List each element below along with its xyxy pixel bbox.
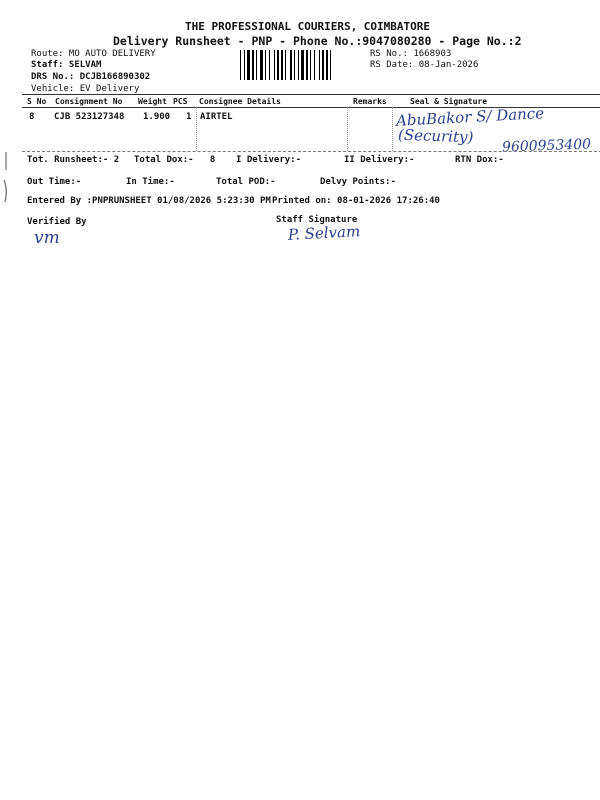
verified-by-label: Verified By <box>27 217 87 227</box>
col-header-sno: S No <box>27 97 47 106</box>
barcode-bar <box>290 50 292 80</box>
summary-rtn-dox: RTN Dox:- <box>455 155 504 165</box>
handwritten-receiver-role: (Security) <box>397 125 474 147</box>
col-divider <box>196 107 197 151</box>
summary-i-delivery: I Delivery:- <box>236 155 302 165</box>
barcode-bar <box>240 50 241 80</box>
handwritten-verified-initials: vm <box>34 228 60 248</box>
route-label: Route: MO AUTO DELIVERY <box>31 49 156 59</box>
row-weight: 1.900 <box>143 112 171 122</box>
barcode-bar <box>265 50 266 80</box>
row-pcs: 1 <box>186 112 192 122</box>
runsheet-subtitle: Delivery Runsheet - PNP - Phone No.:9047080280 - Page No.:2 <box>113 34 522 48</box>
summary-ii-delivery: II Delivery:- <box>344 155 415 165</box>
barcode-bar <box>244 50 245 80</box>
vehicle-label: Vehicle: EV Delivery <box>31 84 140 94</box>
summary-out-time: Out Time:- <box>27 177 82 187</box>
handwritten-receiver-name: AbuBakor S/ Dance <box>395 104 545 130</box>
summary-in-time: In Time:- <box>126 177 175 187</box>
barcode-bar <box>247 50 250 80</box>
col-header-seal: Seal & Signature <box>410 97 488 106</box>
row-sno: 8 <box>29 112 35 122</box>
col-header-weight: Weight <box>138 97 167 106</box>
summary-total-dox: Total Dox:- 8 <box>134 155 216 165</box>
summary-tot-runsheet: Tot. Runsheet:- 2 <box>27 155 120 165</box>
col-header-remarks: Remarks <box>353 97 387 106</box>
staff-signature-label: Staff Signature <box>276 215 358 225</box>
barcode-bar <box>298 50 299 80</box>
barcode-bar <box>277 50 279 80</box>
col-header-consignee: Consignee Details <box>199 97 281 106</box>
col-header-pcs: PCS <box>173 97 188 106</box>
rs-date: RS Date: 08-Jan-2026 <box>370 60 479 70</box>
summary-delvy-points: Delvy Points:- <box>320 177 396 187</box>
drs-number: DRS No.: DCJB166890302 <box>31 72 151 82</box>
col-header-consignment: Consignment No <box>55 97 123 106</box>
barcode-bar <box>269 50 270 80</box>
barcode-bar <box>260 50 263 80</box>
col-divider <box>347 107 348 151</box>
barcode <box>240 50 364 80</box>
barcode-bar <box>256 50 257 80</box>
barcode-bar <box>281 50 283 80</box>
company-title: THE PROFESSIONAL COURIERS, COIMBATORE <box>185 20 431 33</box>
barcode-bar <box>252 50 254 80</box>
scan-edge-mark <box>0 150 14 210</box>
barcode-bar <box>330 50 331 80</box>
barcode-bar <box>326 50 328 80</box>
barcode-bar <box>301 50 304 80</box>
barcode-bar <box>285 50 286 80</box>
barcode-bar <box>319 50 320 80</box>
handwritten-receiver-phone: 9600953400 <box>501 136 592 156</box>
barcode-bar <box>274 50 275 80</box>
row-consignee: AIRTEL <box>200 112 233 122</box>
barcode-bar <box>294 50 295 80</box>
entered-by: Entered By :PNPRUNSHEET 01/08/2026 5:23:30 PM <box>27 196 271 206</box>
col-divider <box>392 107 393 151</box>
summary-total-pod: Total POD:- <box>216 177 276 187</box>
table-bottom-rule <box>22 151 600 152</box>
handwritten-staff-signature: P. Selvam <box>287 222 361 244</box>
row-consignment-no: CJB 523127348 <box>54 112 125 122</box>
rs-number: RS No.: 1668903 <box>370 49 452 59</box>
barcode-bar <box>310 50 311 80</box>
barcode-bar <box>306 50 308 80</box>
barcode-bar <box>314 50 315 80</box>
staff-label: Staff: SELVAM <box>31 60 102 70</box>
printed-on: Printed on: 08-01-2026 17:26:40 <box>272 196 440 206</box>
barcode-bar <box>322 50 324 80</box>
table-top-rule <box>22 94 600 95</box>
